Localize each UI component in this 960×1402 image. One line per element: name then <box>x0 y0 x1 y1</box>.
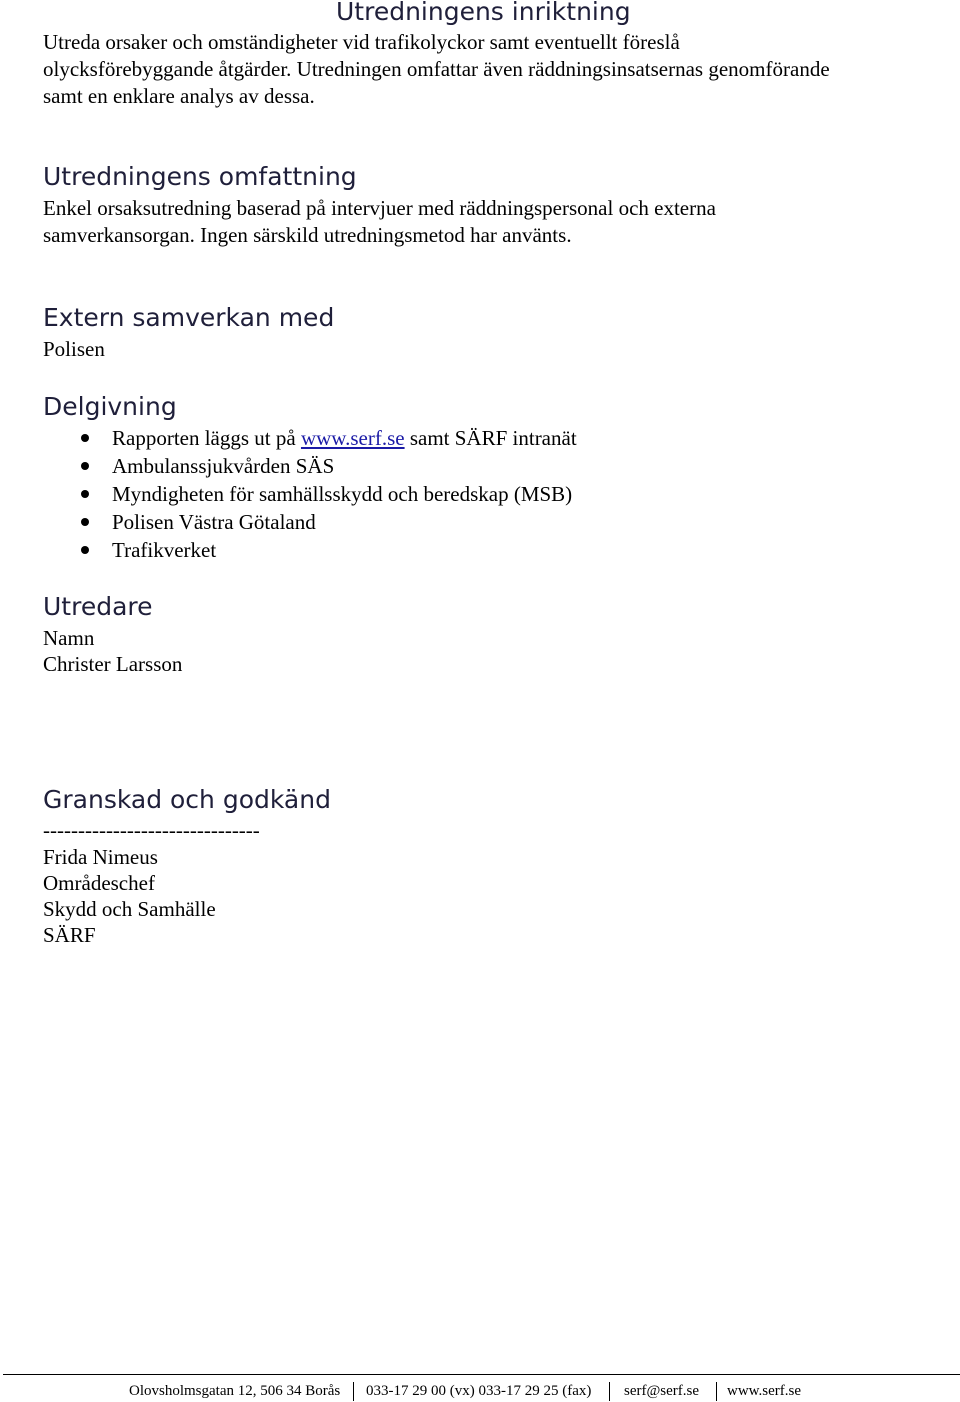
list-item <box>43 536 577 564</box>
list-item <box>43 508 577 536</box>
inriktning-line-1: Utreda orsaker och omständigheter vid trafikolyckor samt eventuellt föreslå <box>43 30 680 54</box>
footer-separator <box>609 1382 610 1401</box>
delgivning-list <box>43 424 577 564</box>
approver-department: Skydd och Samhälle <box>43 897 216 921</box>
heading-utredningens-omfattning: Utredningens omfattning <box>43 162 357 191</box>
list-item-text: Polisen Västra Götaland <box>112 510 316 534</box>
bullet-icon <box>81 546 89 554</box>
list-item-text: Ambulanssjukvården SÄS <box>112 454 335 478</box>
footer-email[interactable]: serf@serf.se <box>624 1383 700 1399</box>
heading-granskad-och-godkand: Granskad och godkänd <box>43 785 331 814</box>
utredare-label: Namn <box>43 626 95 650</box>
bullet-icon <box>81 434 89 442</box>
bullet-icon <box>81 462 89 470</box>
page-footer <box>0 1380 960 1402</box>
inriktning-line-3: samt en enklare analys av dessa. <box>43 84 315 108</box>
footer-phone: 033-17 29 00 (vx) 033-17 29 25 (fax) <box>366 1383 592 1399</box>
footer-address: Olovsholmsgatan 12, 506 34 Borås <box>129 1383 341 1399</box>
footer-separator <box>716 1382 717 1401</box>
list-item-text: Trafikverket <box>112 538 217 562</box>
heading-delgivning: Delgivning <box>43 392 177 421</box>
list-item <box>43 480 577 508</box>
heading-utredare: Utredare <box>43 592 153 621</box>
heading-extern-samverkan: Extern samverkan med <box>43 303 335 332</box>
footer-website[interactable]: www.serf.se <box>727 1383 802 1399</box>
list-item-prefix: Rapporten läggs ut på <box>112 426 301 450</box>
approver-title: Områdeschef <box>43 871 155 895</box>
list-item-text: Myndigheten för samhällsskydd och beredskap (MSB) <box>112 482 573 506</box>
list-item <box>43 452 577 480</box>
heading-utredningens-inriktning: Utredningens inriktning <box>336 0 631 26</box>
serf-website-link[interactable]: www.serf.se <box>300 426 405 450</box>
footer-divider <box>3 1374 960 1375</box>
list-item-suffix: samt SÄRF intranät <box>404 426 577 450</box>
signature-line: ------------------------------- <box>43 818 260 842</box>
utredare-name: Christer Larsson <box>43 652 183 676</box>
approver-name: Frida Nimeus <box>43 845 158 869</box>
footer-separator <box>353 1382 354 1401</box>
bullet-icon <box>81 490 89 498</box>
inriktning-line-2: olycksförebyggande åtgärder. Utredningen omfattar även räddningsinsatsernas genomförande <box>43 57 830 81</box>
bullet-icon <box>81 518 89 526</box>
list-item <box>43 424 577 452</box>
samverkan-text: Polisen <box>43 337 105 361</box>
omfattning-line-1: Enkel orsaksutredning baserad på intervjuer med räddningspersonal och externa <box>43 196 716 220</box>
omfattning-line-2: samverkansorgan. Ingen särskild utredningsmetod har använts. <box>43 223 572 247</box>
approver-organization: SÄRF <box>43 923 96 947</box>
